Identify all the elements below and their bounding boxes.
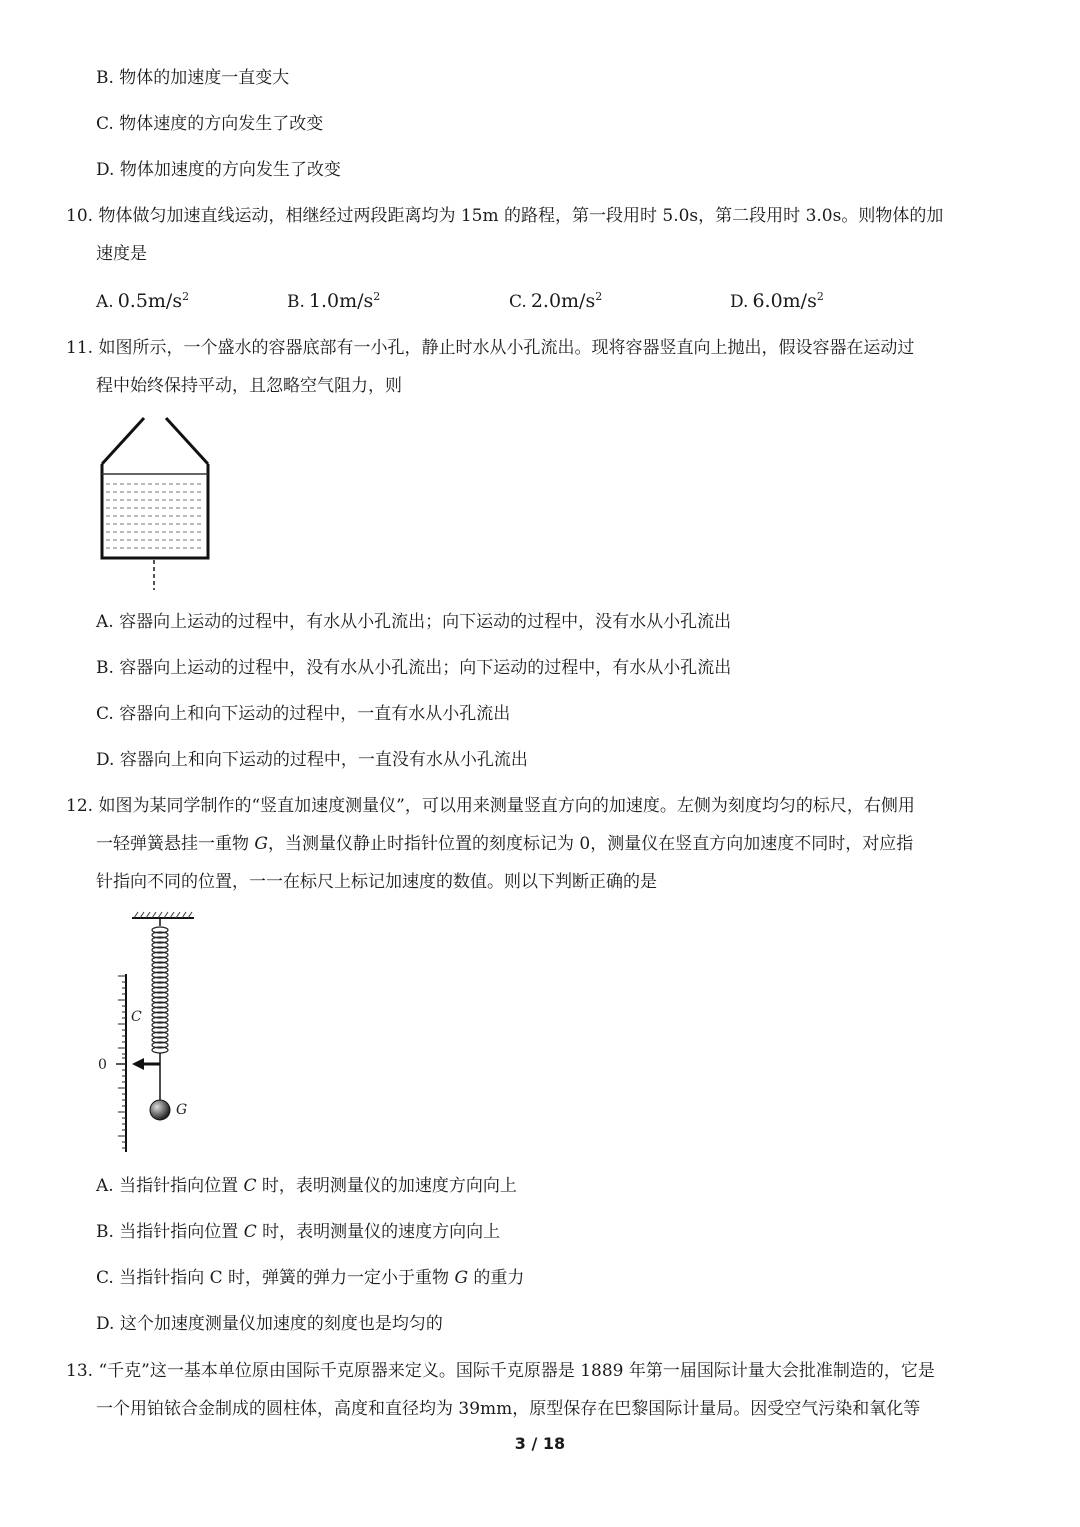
pointer-arrowhead <box>132 1058 144 1070</box>
q10-option-b: B. $1.0m/s^2$ <box>287 290 381 312</box>
accelerometer-figure <box>94 910 214 1160</box>
q11-option-c: C. 容器向上和向下运动的过程中，一直有水从小孔流出 <box>96 704 511 724</box>
container-roof <box>102 418 144 464</box>
page-number: 3 / 18 <box>514 1434 566 1453</box>
q13-stem-line1: 13. “千克”这一基本单位原由国际千克原器来定义。国际千克原器是 1889 年第一届国际计量大会批准制造的，它是 <box>66 1361 935 1381</box>
q13-stem-line2: 一个用铂铱合金制成的圆柱体，高度和直径均为 39mm，原型保存在巴黎国际计量局。因受空气污染和氧化等 <box>96 1399 921 1419</box>
water-fill <box>106 484 204 548</box>
q12-option-b: B. 当指针指向位置 C 时，表明测量仪的速度方向向上 <box>96 1222 501 1242</box>
spring <box>152 927 168 1053</box>
q11-stem-line2: 程中始终保持平动，且忽略空气阻力，则 <box>96 376 402 396</box>
weight-g <box>150 1100 170 1120</box>
q9-option-b: B. 物体的加速度一直变大 <box>96 68 290 88</box>
q11-stem-line1: 11. 如图所示，一个盛水的容器底部有一小孔，静止时水从小孔流出。现将容器竖直向上抛出，假设容器在运动过 <box>66 338 915 358</box>
container-roof <box>166 418 208 464</box>
q11-option-b: B. 容器向上运动的过程中，没有水从小孔流出；向下运动的过程中，有水从小孔流出 <box>96 658 732 678</box>
q10-stem-line1: 10. 物体做匀加速直线运动，相继经过两段距离均为 15m 的路程，第一段用时 5.0s，第二段用时 3.0s。则物体的加 <box>66 206 944 226</box>
q10-stem-line2: 速度是 <box>96 244 147 264</box>
water-container-figure <box>96 412 216 592</box>
q10-option-a: A. $0.5m/s^2$ <box>96 290 190 312</box>
q11-option-a: A. 容器向上运动的过程中，有水从小孔流出；向下运动的过程中，没有水从小孔流出 <box>96 612 732 632</box>
q12-option-a: A. 当指针指向位置 C 时，表明测量仪的加速度方向向上 <box>96 1176 517 1196</box>
label-c: C <box>131 1009 142 1025</box>
label-zero: 0 <box>98 1057 107 1073</box>
q9-option-d: D. 物体加速度的方向发生了改变 <box>96 160 341 180</box>
q12-stem-line3: 针指向不同的位置，一一在标尺上标记加速度的数值。则以下判断正确的是 <box>96 872 657 892</box>
q9-option-c: C. 物体速度的方向发生了改变 <box>96 114 324 134</box>
q12-option-c: C. 当指针指向 C 时，弹簧的弹力一定小于重物 G 的重力 <box>96 1268 525 1288</box>
q12-stem-line2: 一轻弹簧悬挂一重物 G，当测量仪静止时指针位置的刻度标记为 0，测量仪在竖直方向加速度不同时，对应指 <box>96 834 914 854</box>
q12-option-d: D. 这个加速度测量仪加速度的刻度也是均匀的 <box>96 1314 443 1334</box>
scale-ticks <box>116 976 126 1148</box>
container-body <box>102 464 208 558</box>
q10-option-d: D. $6.0m/s^2$ <box>730 290 824 312</box>
label-g: G <box>176 1102 188 1118</box>
q12-stem-line1: 12. 如图为某同学制作的“竖直加速度测量仪”，可以用来测量竖直方向的加速度。左侧为刻度均匀的标尺，右侧用 <box>66 796 915 816</box>
q10-option-c: C. $2.0m/s^2$ <box>509 290 603 312</box>
q11-option-d: D. 容器向上和向下运动的过程中，一直没有水从小孔流出 <box>96 750 528 770</box>
